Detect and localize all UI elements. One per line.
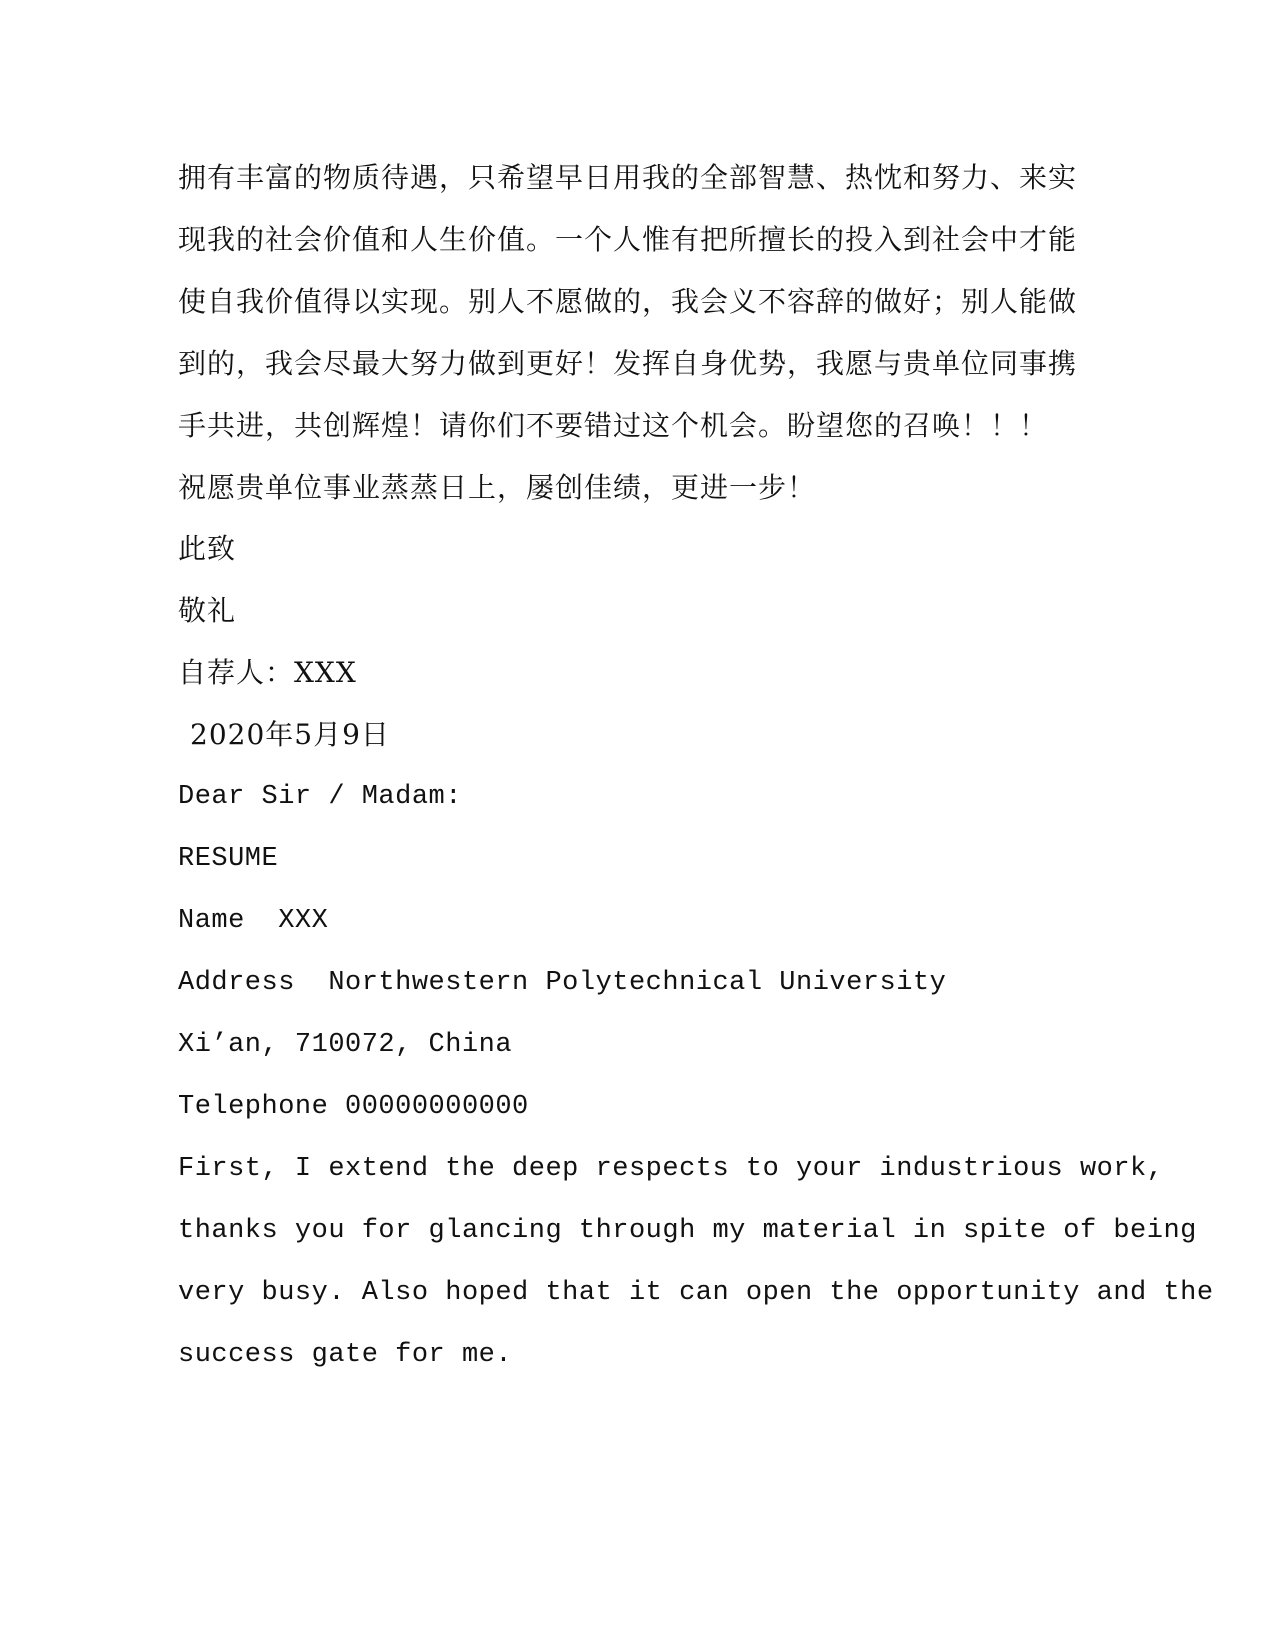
address-line: Address Northwestern Polytechnical University	[178, 968, 947, 998]
city-line: Xi’an, 710072, China	[178, 1030, 513, 1060]
cn-paragraph-line: 现我的社会价值和人生价值。一个人惟有把所擅长的投入到社会中才能	[178, 223, 1078, 256]
en-paragraph-line: very busy. Also hoped that it can open the opportunity and the	[178, 1278, 1214, 1308]
name-line: Name XXX	[178, 906, 329, 936]
signature-line: 自荐人：XXX	[178, 656, 357, 689]
closing-salutation: 此致	[178, 532, 237, 565]
wish-line: 祝愿贵单位事业蒸蒸日上，屡创佳绩，更进一步！	[178, 471, 817, 504]
cn-paragraph-line: 到的，我会尽最大努力做到更好！发挥自身优势，我愿与贵单位同事携	[178, 347, 1078, 380]
date-line: 2020年5月9日	[190, 718, 390, 751]
resume-title: RESUME	[178, 844, 279, 874]
en-paragraph-line: thanks you for glancing through my material in spite of being	[178, 1216, 1197, 1246]
closing-regards: 敬礼	[178, 594, 237, 627]
telephone-line: Telephone 00000000000	[178, 1092, 529, 1122]
en-paragraph-line: First, I extend the deep respects to your industrious work,	[178, 1154, 1164, 1184]
cn-paragraph-line: 使自我价值得以实现。别人不愿做的，我会义不容辞的做好；别人能做	[178, 285, 1078, 318]
cn-paragraph-line: 手共进，共创辉煌！请你们不要错过这个机会。盼望您的召唤！！！	[178, 409, 1049, 442]
greeting-line: Dear Sir / Madam:	[178, 782, 462, 812]
en-paragraph-line: success gate for me.	[178, 1340, 513, 1370]
cn-paragraph-line: 拥有丰富的物质待遇，只希望早日用我的全部智慧、热忱和努力、来实	[178, 161, 1078, 194]
